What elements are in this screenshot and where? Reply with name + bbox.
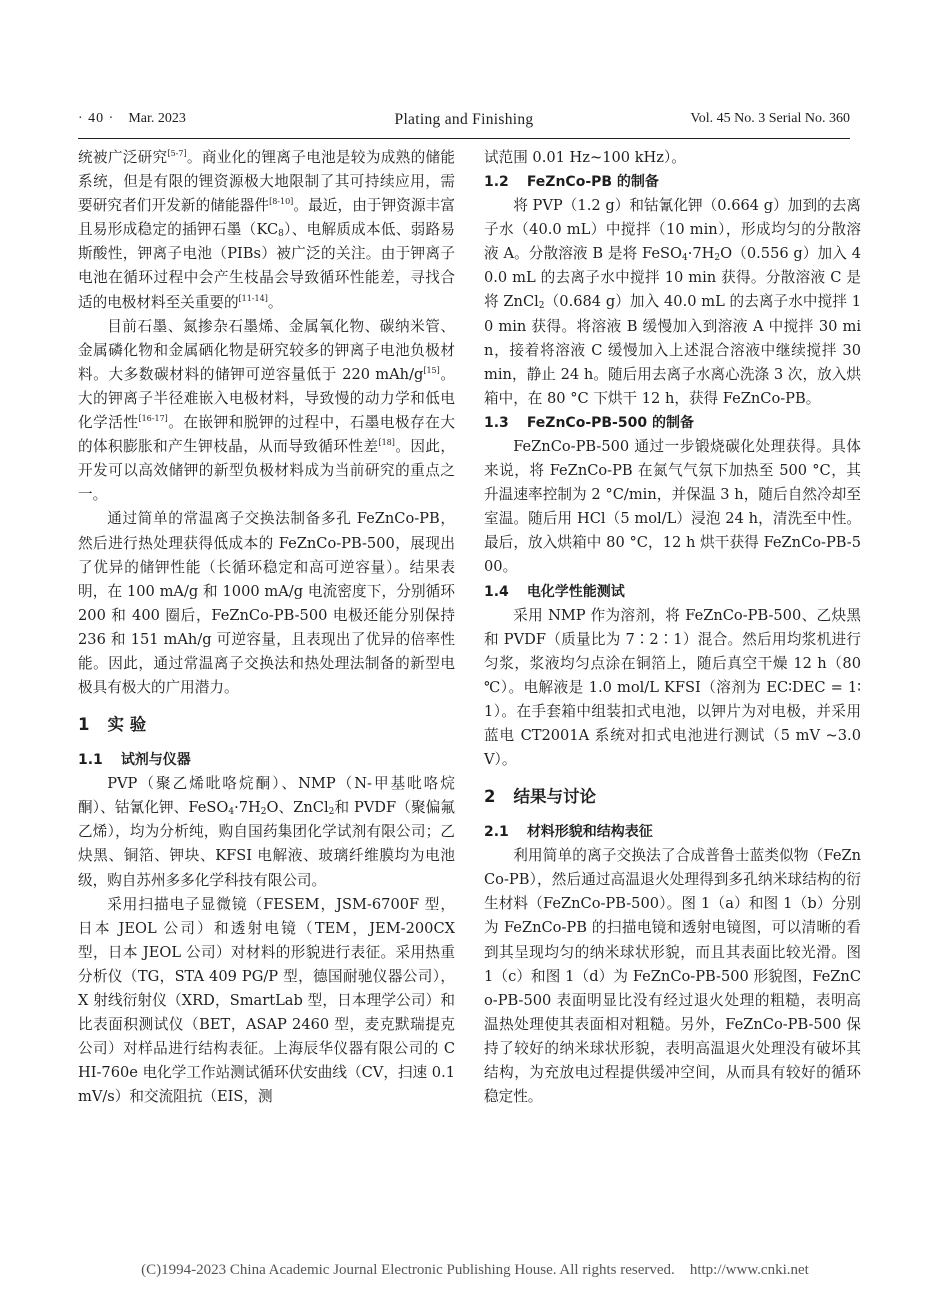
citation: [5-7] <box>167 149 187 158</box>
paragraph: 目前石墨、氮掺杂石墨烯、金属氧化物、碳纳米管、金属磷化物和金属硒化物是研究较多的钾离子电池负极材料。大多数碳材料的储钾可逆容量低于 220 mAh/g[15]。大的钾离子半径难嵌入电极材料，导致慢的动力学和低电化学活性[16-17]。在嵌钾和脱钾的过程中，石墨电极存在大的体积膨胀和产生钾枝晶，从而导致循环性差[18]。因此，开发可以高效储钾的新型负极材料成为当前研究的重点之一。 <box>78 317 455 504</box>
section-heading: 1 实 验 <box>78 715 147 735</box>
section-heading: 2 结果与讨论 <box>484 787 596 807</box>
left-column <box>78 146 455 1109</box>
issue-date: Mar. 2023 <box>128 111 186 126</box>
footer-url: http://www.cnki.net <box>689 1262 809 1278</box>
paragraph: PVP（聚乙烯吡咯烷酮）、NMP（N-甲基吡咯烷酮）、钴氰化钾、$FeSO_4\cdot 7H_2O$、ZnCl$_2$和 PVDF（聚偏氟乙烯），均为分析纯，购自国药集团化学试剂有限公司；乙炔黑、铜箔、钾块、KFSI 电解液、玻璃纤维膜均为电池级，购自苏州多多化学科技有限公司。 <box>78 775 455 889</box>
subsection-heading: 1.1 试剂与仪器 <box>78 752 191 769</box>
subsection-heading: 2.1 材料形貌和结构表征 <box>484 824 653 841</box>
right-column <box>484 146 861 1109</box>
page-number: · 40 · <box>78 111 115 126</box>
subsection-heading: 1.3 FeZnCo-PB-500 的制备 <box>484 414 694 431</box>
running-header <box>78 111 850 131</box>
copyright-text: (C)1994-2023 China Academic Journal Electronic Publishing House. All rights reserved. <box>141 1262 675 1278</box>
header-rule <box>78 138 850 139</box>
citation: [15] <box>423 365 440 375</box>
citation: [18] <box>378 438 395 448</box>
paragraph: 采用扫描电子显微镜（FESEM，JSM-6700F 型，日本 JEOL 公司）和透射电镜（TEM，JEM-200CX 型，日本 JEOL 公司）对材料的形貌进行表征。采用热重分析仪（TG，STA 409 PG/P 型，德国耐驰仪器公司），X 射线衍射仪（XRD，SmartLab 型，日本理学公司）和比表面积测试仪（BET，ASAP 2460 型，麦克默瑞提克公司）对样品进行结构表征。上海辰华仪器有限公司的 CHI-760e 电化学工作站测试循环伏安曲线（CV，扫速 0.1 mV/s）和交流阻抗（EIS，测 <box>78 895 455 1106</box>
paragraph: 统被广泛研究[5-7]。商业化的锂离子电池是较为成熟的储能系统，但是有限的锂资源极大地限制了其可持续应用，需要研究者们开发新的储能器件[8-10]。最近，由于钾资源丰富且易形成稳定的插钾石墨$(KC_8)$、电解质成本低、弱路易斯酸性，钾离子电池（PIBs）被广泛的关注。由于钾离子电池在循环过程中会产生枝晶会导致循环性能差，寻找合适的电极材料至关重要的[11-14]。 <box>78 149 455 311</box>
citation: [8-10] <box>269 197 294 207</box>
citation: [11-14] <box>238 293 268 303</box>
citation: [16-17] <box>138 414 168 424</box>
paragraph: 通过简单的常温离子交换法制备多孔 FeZnCo-PB，然后进行热处理获得低成本的 FeZnCo-PB-500，展现出了优异的储钾性能（长循环稳定和高可逆容量）。结果表明，在 100 mA/g 和 1000 mA/g 电流密度下，分别循环 200 和 400 圈后，FeZnCo-PB-500 电极还能分别保持 236 和 151 mAh/g 可逆容量，且表现出了优异的倍率性能。因此，通过常温离子交换法和热处理法制备的新型电极具有极大的广用潜力。 <box>78 510 455 697</box>
paragraph: 将 PVP（1.2 g）和钴氰化钾（0.664 g）加到的去离子水（40.0 mL）中搅拌（10 min），形成均匀的分散溶液 A。分散溶液 B 是将 $FeSO_4\cdot 7H_2O(0.556$ g）加入 40.0 mL 的去离子水中搅拌 10 min 获得。分散溶液 C 是将 ZnCl$_2$（0.684 g）加入 40.0 mL 的去离子水中搅拌 10 min 获得。将溶液 B 缓慢加入到溶液 A 中搅拌 30 min，接着将溶液 C 缓慢加入上述混合溶液中继续搅拌 30 min，静止 24 h。随后用去离子水离心洗涤 3 次，放入烘箱中，在 80 °C 下烘干 12 h，获得 FeZnCo-PB。 <box>484 197 861 407</box>
volume-info: Vol. 45 No. 3 Serial No. 360 <box>690 111 850 126</box>
paragraph: 利用简单的离子交换法了合成普鲁士蓝类似物（FeZnCo-PB），然后通过高温退火处理得到多孔纳米球结构的衍生材料（FeZnCo-PB-500）。图 1（a）和图 1（b）分别为 FeZnCo-PB 的扫描电镜和透射电镜图，可以清晰的看到其呈现均匀的纳米球状形貌，而且其表面比较光滑。图 1（c）和图 1（d）为 FeZnCo-PB-500 形貌图，FeZnCo-PB-500 表面明显比没有经过退火处理的粗糙，表明高温热处理使其表面相对粗糙。另外，FeZnCo-PB-500 保持了较好的纳米球状形貌，表明高温退火处理没有破坏其结构，为充放电过程提供缓冲空间，从而具有较好的循环稳定性。 <box>484 847 861 1106</box>
copyright-footer <box>0 1262 950 1279</box>
paragraph: 采用 NMP 作为溶剂，将 FeZnCo-PB-500、乙炔黑和 PVDF（质量比为 7∶2∶1）混合。然后用均浆机进行匀浆，浆液均匀点涂在铜箔上，随后真空干燥 12 h（80 ℃）。电解液是 1.0 mol/L KFSI（溶剂为 EC∶DEC = 1∶1）。在手套箱中组装扣式电池，以钾片为对电极，并采用蓝电 CT2001A 系统对扣式电池进行测试（5 mV ~3.0 V）。 <box>484 606 861 769</box>
journal-name: Plating and Finishing <box>394 111 534 128</box>
subsection-heading: 1.4 电化学性能测试 <box>484 583 625 600</box>
paragraph: 试范围 0.01 Hz~100 kHz）。 <box>484 149 686 166</box>
subsection-heading: 1.2 FeZnCo-PB 的制备 <box>484 174 659 191</box>
paragraph: FeZnCo-PB-500 通过一步锻烧碳化处理获得。具体来说，将 FeZnCo-PB 在氮气气氛下加热至 500 °C，其升温速率控制为 2 °C/min，并保温 3 h，随后自然冷却至室温。随后用 HCl（5 mol/L）浸泡 24 h，清洗至中性。最后，放入烘箱中 80 °C，12 h 烘干获得 FeZnCo-PB-500。 <box>484 437 861 576</box>
